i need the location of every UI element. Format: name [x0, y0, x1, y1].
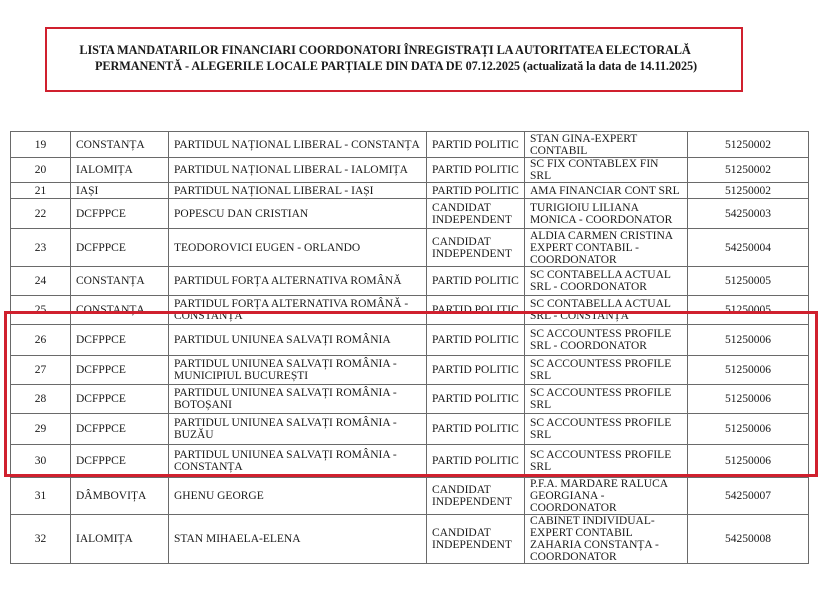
row-number: 26 — [11, 325, 71, 356]
code-cell: 54250007 — [688, 478, 809, 515]
agent-cell: ALDIA CARMEN CRISTINA EXPERT CONTABIL - COORDONATOR — [525, 229, 688, 267]
agent-cell: SC ACCOUNTESS PROFILE SRL — [525, 356, 688, 385]
competitor-cell: STAN MIHAELA-ELENA — [169, 515, 427, 564]
code-cell: 51250002 — [688, 158, 809, 183]
county-cell: DCFPPCE — [71, 199, 169, 229]
type-cell: PARTID POLITIC — [427, 183, 525, 199]
row-number: 30 — [11, 445, 71, 478]
code-cell: 51250005 — [688, 267, 809, 296]
title-line-1: LISTA MANDATARILOR FINANCIARI COORDONATORI ÎNREGISTRAȚI LA AUTORITATEA ELECTORALĂ — [79, 43, 691, 57]
table-row — [11, 296, 809, 325]
table-row — [11, 229, 809, 267]
row-number: 29 — [11, 414, 71, 445]
agent-cell: SC ACCOUNTESS PROFILE SRL - COORDONATOR — [525, 325, 688, 356]
type-cell: PARTID POLITIC — [427, 356, 525, 385]
agent-cell: SC ACCOUNTESS PROFILE SRL — [525, 385, 688, 414]
type-cell: PARTID POLITIC — [427, 158, 525, 183]
row-number: 28 — [11, 385, 71, 414]
code-cell: 51250002 — [688, 132, 809, 158]
county-cell: DCFPPCE — [71, 445, 169, 478]
county-cell: DCFPPCE — [71, 229, 169, 267]
county-cell: IALOMIȚA — [71, 158, 169, 183]
county-cell: DÂMBOVIȚA — [71, 478, 169, 515]
competitor-cell: PARTIDUL NAȚIONAL LIBERAL - IALOMIȚA — [169, 158, 427, 183]
table-row — [11, 445, 809, 478]
type-cell: PARTID POLITIC — [427, 445, 525, 478]
competitor-cell: GHENU GEORGE — [169, 478, 427, 515]
county-cell: CONSTANȚA — [71, 132, 169, 158]
county-cell: CONSTANȚA — [71, 267, 169, 296]
code-cell: 51250006 — [688, 356, 809, 385]
row-number: 27 — [11, 356, 71, 385]
agent-cell: SC ACCOUNTESS PROFILE SRL — [525, 414, 688, 445]
row-number: 32 — [11, 515, 71, 564]
document-title — [47, 42, 741, 74]
code-cell: 51250006 — [688, 385, 809, 414]
row-number: 21 — [11, 183, 71, 199]
table-row — [11, 414, 809, 445]
code-cell: 51250002 — [688, 183, 809, 199]
financial-agents-table — [10, 131, 809, 564]
type-cell: PARTID POLITIC — [427, 296, 525, 325]
code-cell: 54250003 — [688, 199, 809, 229]
competitor-cell: PARTIDUL UNIUNEA SALVAȚI ROMÂNIA - CONSTANȚA — [169, 445, 427, 478]
competitor-cell: PARTIDUL FORȚA ALTERNATIVA ROMÂNĂ - CONSTANȚA — [169, 296, 427, 325]
row-number: 22 — [11, 199, 71, 229]
competitor-cell: TEODOROVICI EUGEN - ORLANDO — [169, 229, 427, 267]
competitor-cell: PARTIDUL UNIUNEA SALVAȚI ROMÂNIA - MUNICIPIUL BUCUREȘTI — [169, 356, 427, 385]
type-cell: CANDIDAT INDEPENDENT — [427, 229, 525, 267]
table-row — [11, 478, 809, 515]
code-cell: 54250004 — [688, 229, 809, 267]
table-row — [11, 356, 809, 385]
code-cell: 51250006 — [688, 325, 809, 356]
county-cell: IAȘI — [71, 183, 169, 199]
type-cell: CANDIDAT INDEPENDENT — [427, 478, 525, 515]
row-number: 24 — [11, 267, 71, 296]
type-cell: PARTID POLITIC — [427, 414, 525, 445]
document-title-box — [45, 27, 743, 92]
row-number: 31 — [11, 478, 71, 515]
competitor-cell: POPESCU DAN CRISTIAN — [169, 199, 427, 229]
competitor-cell: PARTIDUL UNIUNEA SALVAȚI ROMÂNIA - BOTOȘANI — [169, 385, 427, 414]
agent-cell: CABINET INDIVIDUAL- EXPERT CONTABIL ZAHARIA CONSTANȚA - COORDONATOR — [525, 515, 688, 564]
title-line-2: PERMANENTĂ - ALEGERILE LOCALE PARȚIALE DIN DATA DE 07.12.2025 (actualizată la data de 14.11.2025) — [94, 59, 698, 73]
table-row — [11, 132, 809, 158]
code-cell: 54250008 — [688, 515, 809, 564]
table-row — [11, 267, 809, 296]
agent-cell: SC ACCOUNTESS PROFILE SRL — [525, 445, 688, 478]
code-cell: 51250006 — [688, 445, 809, 478]
type-cell: PARTID POLITIC — [427, 325, 525, 356]
table-row — [11, 325, 809, 356]
county-cell: CONSTANȚA — [71, 296, 169, 325]
county-cell: IALOMIȚA — [71, 515, 169, 564]
code-cell: 51250006 — [688, 414, 809, 445]
competitor-cell: PARTIDUL UNIUNEA SALVAȚI ROMÂNIA — [169, 325, 427, 356]
type-cell: PARTID POLITIC — [427, 132, 525, 158]
row-number: 25 — [11, 296, 71, 325]
competitor-cell: PARTIDUL UNIUNEA SALVAȚI ROMÂNIA - BUZĂU — [169, 414, 427, 445]
type-cell: PARTID POLITIC — [427, 267, 525, 296]
agent-cell: AMA FINANCIAR CONT SRL — [525, 183, 688, 199]
row-number: 19 — [11, 132, 71, 158]
agent-cell: SC CONTABELLA ACTUAL SRL - COORDONATOR — [525, 267, 688, 296]
county-cell: DCFPPCE — [71, 414, 169, 445]
table-row — [11, 515, 809, 564]
competitor-cell: PARTIDUL NAȚIONAL LIBERAL - IAȘI — [169, 183, 427, 199]
code-cell: 51250005 — [688, 296, 809, 325]
agent-cell: SC FIX CONTABLEX FIN SRL — [525, 158, 688, 183]
type-cell: CANDIDAT INDEPENDENT — [427, 199, 525, 229]
agent-cell: SC CONTABELLA ACTUAL SRL - CONSTANȚA — [525, 296, 688, 325]
county-cell: DCFPPCE — [71, 325, 169, 356]
table-row — [11, 385, 809, 414]
type-cell: CANDIDAT INDEPENDENT — [427, 515, 525, 564]
competitor-cell: PARTIDUL FORȚA ALTERNATIVA ROMÂNĂ — [169, 267, 427, 296]
agent-cell: P.F.A. MARDARE RALUCA GEORGIANA - COORDONATOR — [525, 478, 688, 515]
type-cell: PARTID POLITIC — [427, 385, 525, 414]
county-cell: DCFPPCE — [71, 356, 169, 385]
agent-cell: TURIGIOIU LILIANA MONICA - COORDONATOR — [525, 199, 688, 229]
table-row — [11, 199, 809, 229]
competitor-cell: PARTIDUL NAȚIONAL LIBERAL - CONSTANȚA — [169, 132, 427, 158]
row-number: 23 — [11, 229, 71, 267]
table-row — [11, 158, 809, 183]
row-number: 20 — [11, 158, 71, 183]
agent-cell: STAN GINA-EXPERT CONTABIL — [525, 132, 688, 158]
county-cell: DCFPPCE — [71, 385, 169, 414]
table-row — [11, 183, 809, 199]
